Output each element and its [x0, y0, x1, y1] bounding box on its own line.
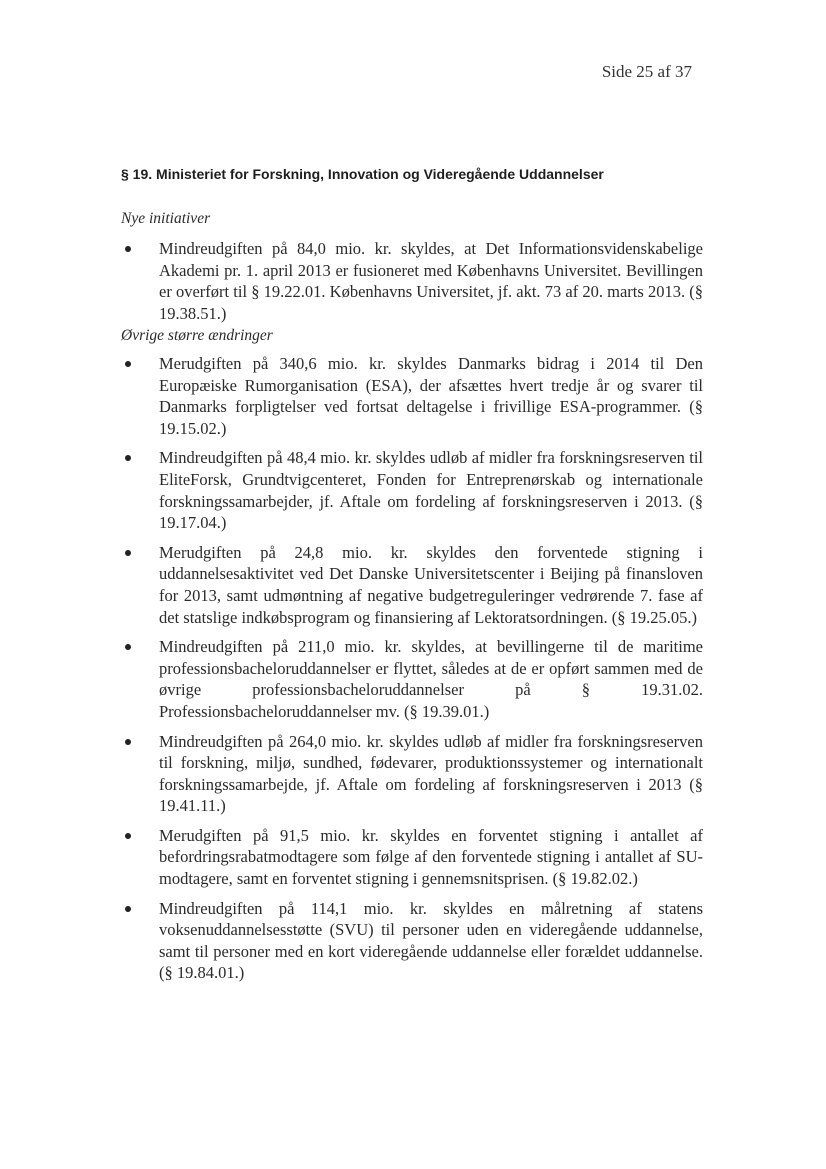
bullet-icon	[125, 246, 131, 252]
list-item	[121, 353, 703, 439]
subheading-new-initiatives: Nye initiativer	[121, 210, 211, 227]
bullet-list-new-initiatives	[121, 238, 703, 324]
list-item-text: Merudgiften på 340,6 mio. kr. skyldes Danmarks bidrag i 2014 til Den Europæiske Rumorganisation (ESA), der afsættes hvert tredje år og svarer til Danmarks forpligtelser ved fortsat deltagelse i frivillige ESA-programmer. (§ 19.15.02.)	[159, 354, 703, 438]
list-item-text: Mindreudgiften på 48,4 mio. kr. skyldes udløb af midler fra forskningsreserven til EliteForsk, Grundtvigcenteret, Fonden for Entreprenørskab og internationale forskningssamarbejder, jf. Aftale om fordeling af forskningsreserven i 2013. (§ 19.17.04.)	[159, 448, 703, 533]
subheading-other-changes: Øvrige større ændringer	[121, 327, 273, 344]
bullet-icon	[125, 739, 131, 745]
bullet-icon	[125, 833, 131, 839]
bullet-icon	[125, 906, 131, 912]
section-new-initiatives	[121, 210, 703, 324]
list-item-text: Mindreudgiften på 84,0 mio. kr. skyldes, at Det Informationsvidenskabelige Akademi pr. 1. april 2013 er fusioneret med Københavns Universitet. Bevillingen er overført til § 19.22.01. Københavns Universitet, jf. akt. 73 af 20. marts 2013. (§ 19.38.51.)	[159, 239, 703, 323]
bullet-icon	[125, 455, 131, 461]
list-item	[121, 238, 703, 324]
bullet-icon	[125, 550, 131, 556]
list-item	[121, 898, 703, 984]
list-item-text: Mindreudgiften på 211,0 mio. kr. skyldes, at bevillingerne til de maritime professionsbacheloruddannelser er flyttet, således at de er opført sammen med de øvrige professionsbacheloruddannelser på § 19.31.02. Professionsbacheloruddannelser mv. (§ 19.39.01.)	[159, 637, 703, 721]
list-item	[121, 731, 703, 817]
list-item	[121, 825, 703, 890]
section-heading: § 19. Ministeriet for Forskning, Innovation og Videregående Uddannelser	[121, 166, 604, 182]
list-item-text: Merudgiften på 91,5 mio. kr. skyldes en forventet stigning i antallet af befordringsrabatmodtagere som følge af den forventede stigning i antallet af SU-modtagere, samt en forventet stigning i gennemsnitsprisen. (§ 19.82.02.)	[159, 825, 703, 889]
section-other-changes	[121, 327, 703, 984]
bullet-list-other-changes	[121, 353, 703, 984]
list-item-text: Mindreudgiften på 264,0 mio. kr. skyldes udløb af midler fra forskningsreserven til forskning, miljø, sundhed, fødevarer, produktionssystemer og internationalt forskningssamarbejde, jf. Aftale om fordeling af forskningsreserven i 2013 (§ 19.41.11.)	[159, 731, 703, 816]
list-item	[121, 636, 703, 722]
page-number: Side 25 af 37	[601, 62, 692, 81]
list-item	[121, 542, 703, 628]
bullet-icon	[125, 644, 131, 650]
list-item-text: Merudgiften på 24,8 mio. kr. skyldes den forventede stigning i uddannelsesaktivitet ved Det Danske Universitetscenter i Beijing på finansloven for 2013, samt udmøntning af negative budgetreguleringer vedrørende 7. fase af det statslige indkøbsprogram og finansiering af Lektoratsordningen. (§ 19.25.05.)	[159, 542, 703, 627]
list-item-text: Mindreudgiften på 114,1 mio. kr. skyldes en målretning af statens voksenuddannelsesstøtte (SVU) til personer uden en videregående uddannelse, samt til personer med en kort videregående uddannelse eller forældet uddannelse. (§ 19.84.01.)	[159, 898, 703, 983]
bullet-icon	[125, 361, 131, 367]
list-item	[121, 447, 703, 533]
